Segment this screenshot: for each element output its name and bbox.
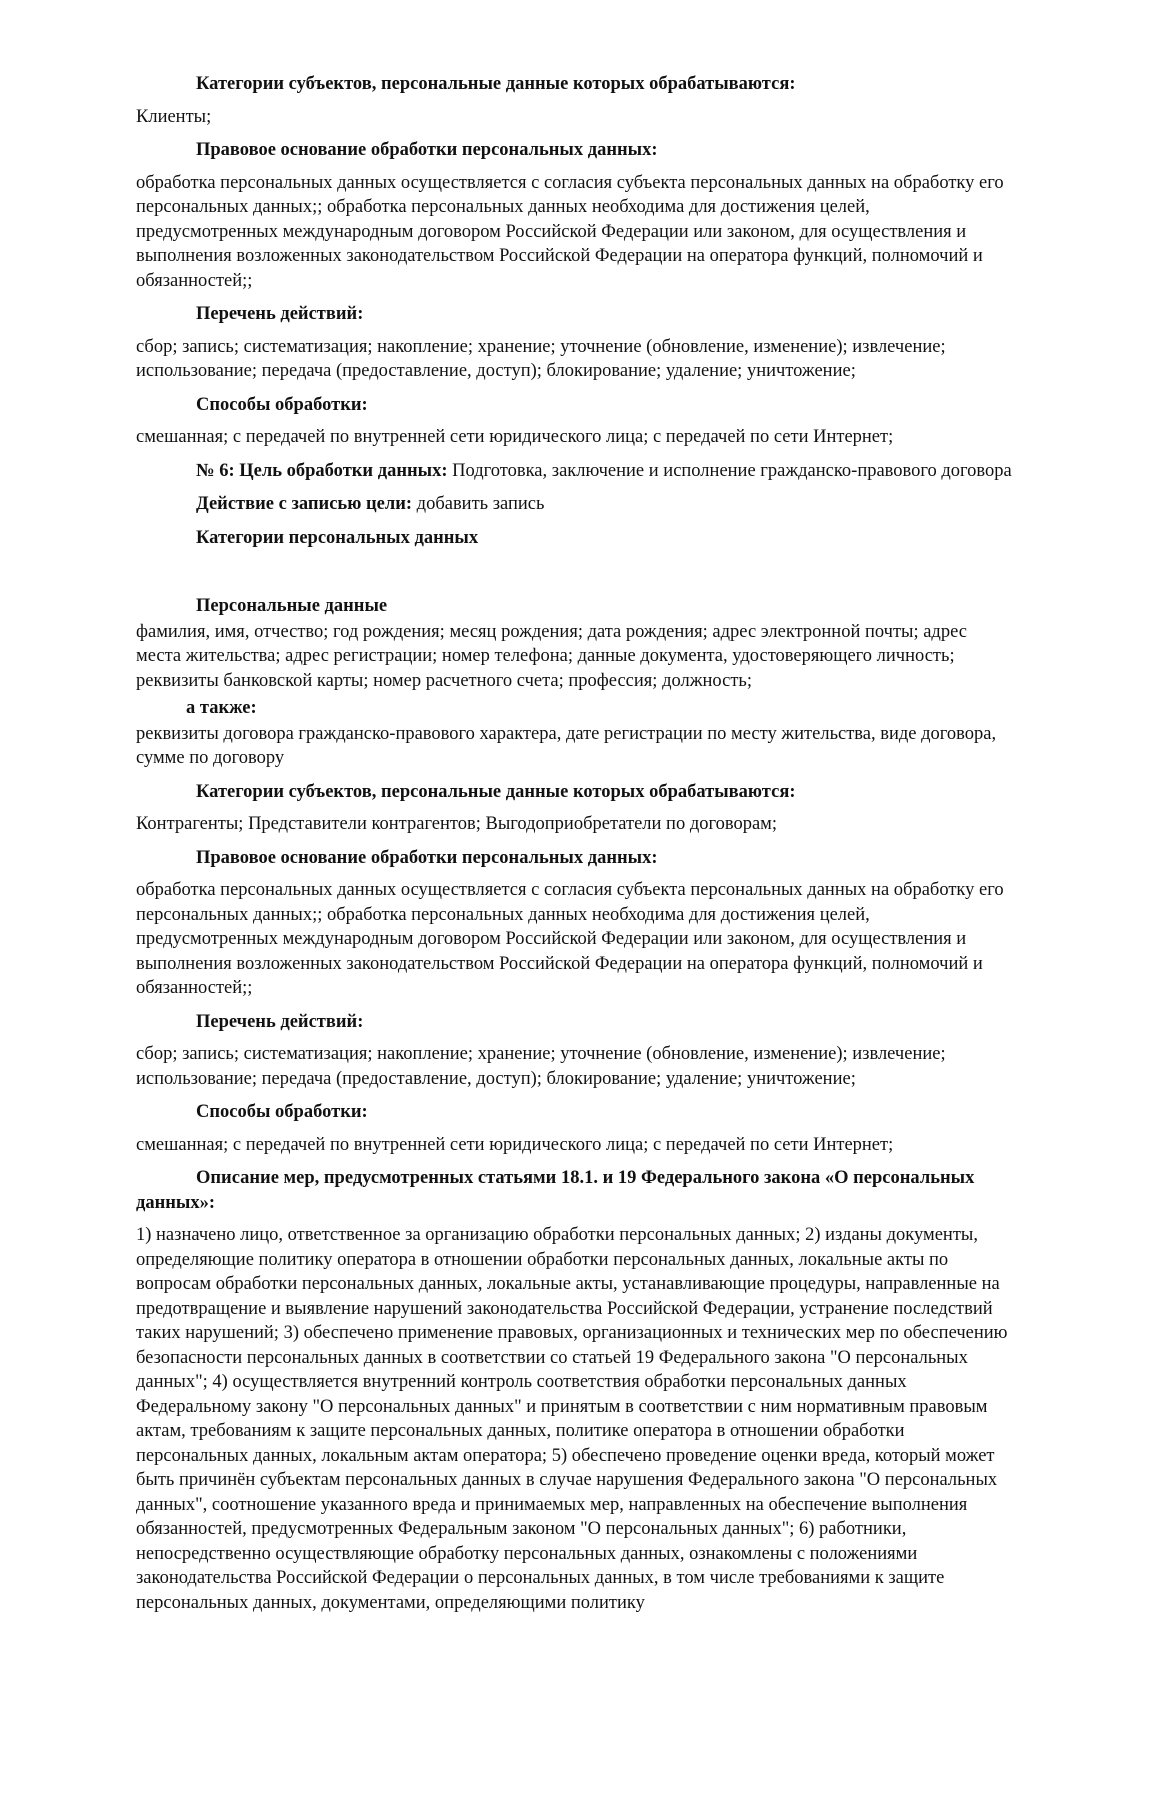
methods-value-2: смешанная; с передачей по внутренней сети юридического лица; с передачей по сети Интернет; xyxy=(136,1134,894,1155)
legal-basis-heading-1: Правовое основание обработки персональных данных: xyxy=(196,140,658,160)
personal-data-value: фамилия, имя, отчество; год рождения; месяц рождения; дата рождения; адрес электронной почты; адрес места жительства; адрес регистрации; номер телефона; данные документа, удостоверяющего личность; реквизиты банковской карты; номер расчетного счета; профессия; должность; xyxy=(136,621,967,691)
methods-heading-2: Способы обработки: xyxy=(196,1102,368,1122)
record-action-label: Действие с записью цели: xyxy=(196,494,413,514)
subjects-value-1: Клиенты; xyxy=(136,106,212,127)
subjects-heading-2: Категории субъектов, персональные данные которых обрабатываются: xyxy=(196,781,796,802)
actions-heading-1: Перечень действий: xyxy=(196,304,364,324)
measures-heading xyxy=(136,1166,1016,1215)
subjects-heading-1: Категории субъектов, персональные данные которых обрабатываются: xyxy=(196,74,796,94)
goal-6-label: № 6: Цель обработки данных: xyxy=(196,460,448,481)
measures-value: 1) назначено лицо, ответственное за организацию обработки персональных данных; 2) изданы документы, определяющие политику оператора в отношении обработки персональных данных, локальные акты по вопросам обработки персональных данных, локальные акты, устанавливающие процедуры, направленные на предотвращение и выявление нарушений законодательства Российской Федерации, устранение последствий таких нарушений; 3) обеспечено применение правовых, организационных и технических мер по обеспечению безопасности персональных данных в соответствии со статьей 19 Федерального закона "О персональных данных"; 4) осуществляется внутренний контроль соответствия обработки персональных данных Федеральному закону "О персональных данных" и принятым в соответствии с ним нормативным правовым актам, требованиям к защите персональных данных, политике оператора в отношении обработки персональных данных, локальным актам оператора; 5) обеспечено проведение оценки вреда, который может быть причинён субъектам персональных данных в случае нарушения Федерального закона "О персональных данных", соотношение указанного вреда и принимаемых мер, направленных на обеспечение выполнения обязанностей, предусмотренных Федеральным законом "О персональных данных"; 6) работники, непосредственно осуществляющие обработку персональных данных, ознакомлены с положениями законодательства Российской Федерации о персональных данных, в том числе требованиями к защите персональных данных, документами, определяющими политику xyxy=(136,1225,1008,1613)
also-value: реквизиты договора гражданско-правового характера, дате регистрации по месту жительства, виде договора, сумме по договору xyxy=(136,723,997,768)
pd-categories-heading: Категории персональных данных xyxy=(196,527,479,548)
record-action-line xyxy=(136,492,1016,517)
legal-basis-heading-2: Правовое основание обработки персональных данных: xyxy=(196,847,658,868)
goal-6-value: Подготовка, заключение и исполнение гражданско-правового договора xyxy=(452,460,1012,481)
spacer xyxy=(136,550,1016,594)
record-action-value: добавить запись xyxy=(416,494,545,514)
measures-heading-text: Описание мер, предусмотренных статьями 18.1. и 19 Федерального закона «О персональных данных»: xyxy=(136,1168,975,1213)
personal-data-heading: Персональные данные xyxy=(196,596,388,616)
actions-value-1: сбор; запись; систематизация; накопление; хранение; уточнение (обновление, изменение); извлечение; использование; передача (предоставление, доступ); блокирование; удаление; уничтожение; xyxy=(136,336,946,381)
also-heading: а также: xyxy=(186,698,257,718)
actions-heading-2: Перечень действий: xyxy=(196,1011,364,1032)
subjects-value-2: Контрагенты; Представители контрагентов; Выгодоприобретатели по договорам; xyxy=(136,814,778,834)
legal-basis-value-2: обработка персональных данных осуществляется с согласия субъекта персональных данных на обработку его персональных данных;; обработка персональных данных необходима для достижения целей, предусмотренных международным договором Российской Федерации или законом, для осуществления и выполнения возложенных законодательством Российской Федерации на оператора функций, полномочий и обязанностей;; xyxy=(136,880,1004,998)
actions-value-2: сбор; запись; систематизация; накопление; хранение; уточнение (обновление, изменение); извлечение; использование; передача (предоставление, доступ); блокирование; удаление; уничтожение; xyxy=(136,1044,946,1089)
legal-basis-value-1: обработка персональных данных осуществляется с согласия субъекта персональных данных на обработку его персональных данных;; обработка персональных данных необходима для достижения целей, предусмотренных международным договором Российской Федерации или законом, для осуществления и выполнения возложенных законодательством Российской Федерации на оператора функций, полномочий и обязанностей;; xyxy=(136,172,1004,291)
goal-6-line xyxy=(136,459,1016,484)
methods-value-1: смешанная; с передачей по внутренней сети юридического лица; с передачей по сети Интернет; xyxy=(136,427,894,447)
methods-heading-1: Способы обработки: xyxy=(196,394,368,415)
